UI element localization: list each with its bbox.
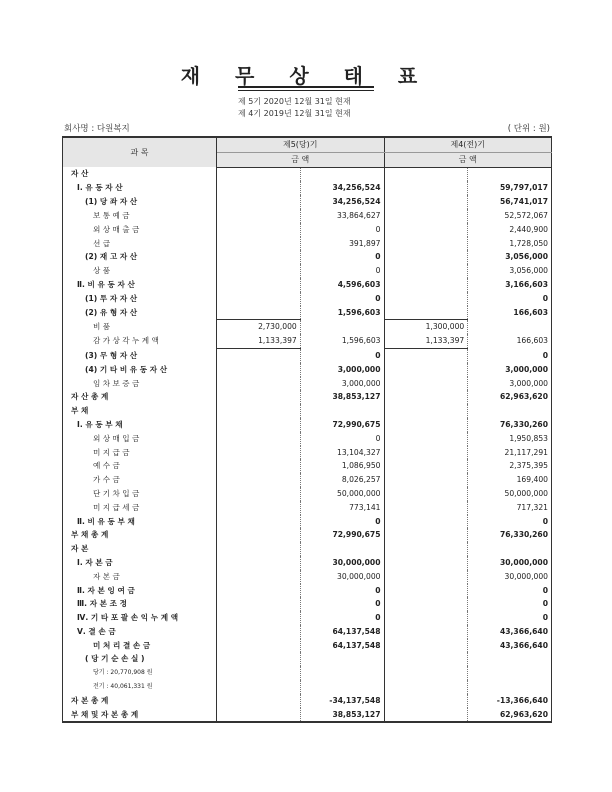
amount-cell: 예 수 금 bbox=[63, 459, 217, 473]
amount-cell: 1,950,853 bbox=[468, 432, 552, 446]
amount-cell bbox=[217, 625, 301, 639]
amount-cell bbox=[384, 181, 468, 195]
amount-cell bbox=[217, 306, 301, 320]
amount-cell bbox=[217, 209, 301, 223]
amount-cell: 169,400 bbox=[468, 473, 552, 487]
amount-cell: 1,728,050 bbox=[468, 237, 552, 251]
amount-cell: 30,000,000 bbox=[300, 556, 384, 570]
amount-cell: (2) 재 고 자 산 bbox=[63, 250, 217, 264]
table-row bbox=[63, 652, 552, 666]
amount-cell bbox=[217, 348, 301, 362]
table-row bbox=[63, 320, 552, 334]
amount-cell: 30,000,000 bbox=[468, 556, 552, 570]
amount-cell: 1,300,000 bbox=[384, 320, 468, 334]
amount-cell: 3,166,603 bbox=[468, 278, 552, 292]
amount-cell bbox=[384, 611, 468, 625]
amount-cell bbox=[468, 542, 552, 556]
amount-cell bbox=[217, 377, 301, 391]
amount-cell bbox=[217, 542, 301, 556]
amount-cell bbox=[217, 237, 301, 251]
table-row bbox=[63, 528, 552, 542]
amount-cell bbox=[217, 432, 301, 446]
amount-cell bbox=[384, 237, 468, 251]
amount-cell: 자 본 금 bbox=[63, 570, 217, 584]
amount-cell bbox=[300, 404, 384, 418]
balance-sheet-table bbox=[62, 136, 552, 723]
amount-cell: 3,000,000 bbox=[300, 377, 384, 391]
amount-cell bbox=[384, 625, 468, 639]
prior-period-header: 제4(전)기 bbox=[384, 137, 552, 152]
amount-cell: 비 품 bbox=[63, 320, 217, 334]
amount-cell bbox=[217, 501, 301, 515]
table-row bbox=[63, 181, 552, 195]
amount-cell bbox=[217, 639, 301, 653]
table-row bbox=[63, 556, 552, 570]
amount-cell: 59,797,017 bbox=[468, 181, 552, 195]
table-row bbox=[63, 446, 552, 460]
amount-cell: 3,056,000 bbox=[468, 264, 552, 278]
amount-cell: 감 가 상 각 누 계 액 bbox=[63, 334, 217, 348]
table-body bbox=[63, 167, 552, 722]
table-row bbox=[63, 680, 552, 694]
amount-cell: 0 bbox=[300, 250, 384, 264]
amount-cell: 64,137,548 bbox=[300, 625, 384, 639]
amount-cell: 0 bbox=[300, 432, 384, 446]
amount-cell bbox=[217, 390, 301, 404]
table-row bbox=[63, 250, 552, 264]
amount-cell: 0 bbox=[468, 611, 552, 625]
amount-cell: 773,141 bbox=[300, 501, 384, 515]
table-row bbox=[63, 666, 552, 680]
title-underline-thin bbox=[238, 90, 374, 91]
table-row bbox=[63, 237, 552, 251]
amount-cell: Ⅰ. 유 동 부 채 bbox=[63, 418, 217, 432]
amount-cell: 0 bbox=[468, 348, 552, 362]
amount-cell bbox=[300, 652, 384, 666]
amount-cell bbox=[384, 292, 468, 306]
amount-cell: Ⅱ. 비 유 동 자 산 bbox=[63, 278, 217, 292]
amount-cell bbox=[217, 570, 301, 584]
amount-cell: Ⅴ. 결 손 금 bbox=[63, 625, 217, 639]
amount-cell: 38,853,127 bbox=[300, 390, 384, 404]
amount-cell: 3,000,000 bbox=[468, 377, 552, 391]
table-row bbox=[63, 473, 552, 487]
amount-cell bbox=[217, 584, 301, 598]
amount-cell bbox=[217, 652, 301, 666]
amount-cell: 0 bbox=[300, 597, 384, 611]
amount-cell: 3,000,000 bbox=[300, 363, 384, 377]
amount-cell: 외 상 매 입 금 bbox=[63, 432, 217, 446]
table-row bbox=[63, 404, 552, 418]
amount-cell: 선 급 bbox=[63, 237, 217, 251]
amount-cell: 미 지 급 세 금 bbox=[63, 501, 217, 515]
amount-cell bbox=[217, 446, 301, 460]
amount-cell bbox=[468, 167, 552, 181]
amount-cell: 33,864,627 bbox=[300, 209, 384, 223]
amount-cell: 보 통 예 금 bbox=[63, 209, 217, 223]
amount-cell: 0 bbox=[300, 611, 384, 625]
amount-cell: 13,104,327 bbox=[300, 446, 384, 460]
amount-cell bbox=[217, 528, 301, 542]
amount-cell bbox=[217, 611, 301, 625]
amount-cell bbox=[384, 570, 468, 584]
amount-cell bbox=[384, 446, 468, 460]
amount-cell: 43,366,640 bbox=[468, 639, 552, 653]
amount-cell: 50,000,000 bbox=[468, 487, 552, 501]
table-row bbox=[63, 209, 552, 223]
amount-cell bbox=[217, 708, 301, 723]
amount-cell: Ⅱ. 자 본 잉 여 금 bbox=[63, 584, 217, 598]
amount-cell bbox=[384, 459, 468, 473]
amount-cell bbox=[468, 666, 552, 680]
amount-cell bbox=[217, 195, 301, 209]
amount-cell bbox=[217, 515, 301, 529]
amount-cell: (1) 투 자 자 산 bbox=[63, 292, 217, 306]
amount-cell: 상 품 bbox=[63, 264, 217, 278]
amount-cell bbox=[384, 348, 468, 362]
amount-cell: 21,117,291 bbox=[468, 446, 552, 460]
prior-amount-header: 금 액 bbox=[384, 152, 552, 167]
amount-cell: 64,137,548 bbox=[300, 639, 384, 653]
amount-cell: 34,256,524 bbox=[300, 181, 384, 195]
amount-cell: 0 bbox=[468, 597, 552, 611]
table-row bbox=[63, 501, 552, 515]
amount-cell bbox=[384, 708, 468, 723]
amount-cell bbox=[384, 639, 468, 653]
amount-cell bbox=[384, 501, 468, 515]
amount-cell: 34,256,524 bbox=[300, 195, 384, 209]
table-row bbox=[63, 390, 552, 404]
amount-cell: Ⅲ. 자 본 조 정 bbox=[63, 597, 217, 611]
period-prior: 제 4기 2019년 12월 31일 현재 bbox=[238, 109, 351, 118]
amount-cell bbox=[300, 666, 384, 680]
amount-cell bbox=[217, 167, 301, 181]
amount-cell bbox=[384, 694, 468, 708]
amount-cell bbox=[384, 363, 468, 377]
amount-cell: (1) 당 좌 자 산 bbox=[63, 195, 217, 209]
table-row bbox=[63, 542, 552, 556]
current-period-header: 제5(당)기 bbox=[217, 137, 385, 152]
amount-cell bbox=[217, 363, 301, 377]
table-row bbox=[63, 377, 552, 391]
table-row bbox=[63, 597, 552, 611]
amount-cell bbox=[384, 666, 468, 680]
amount-cell: 166,603 bbox=[468, 306, 552, 320]
amount-cell: 0 bbox=[468, 584, 552, 598]
amount-cell: 부 채 총 계 bbox=[63, 528, 217, 542]
amount-cell bbox=[384, 223, 468, 237]
amount-cell: 72,990,675 bbox=[300, 528, 384, 542]
amount-cell bbox=[384, 652, 468, 666]
amount-cell bbox=[384, 195, 468, 209]
amount-cell bbox=[300, 167, 384, 181]
account-header: 과 목 bbox=[63, 137, 217, 167]
amount-cell: 가 수 금 bbox=[63, 473, 217, 487]
amount-cell bbox=[384, 584, 468, 598]
amount-cell: 부 채 bbox=[63, 404, 217, 418]
table-row bbox=[63, 708, 552, 723]
amount-cell bbox=[384, 390, 468, 404]
amount-cell: 1,596,603 bbox=[300, 334, 384, 348]
current-amount-header: 금 액 bbox=[217, 152, 385, 167]
amount-cell: 62,963,620 bbox=[468, 708, 552, 723]
table-row bbox=[63, 264, 552, 278]
amount-cell: -13,366,640 bbox=[468, 694, 552, 708]
amount-cell bbox=[384, 542, 468, 556]
amount-cell: 8,026,257 bbox=[300, 473, 384, 487]
amount-cell bbox=[384, 597, 468, 611]
amount-cell: 외 상 매 출 금 bbox=[63, 223, 217, 237]
amount-cell: 0 bbox=[468, 515, 552, 529]
amount-cell: 미 지 급 금 bbox=[63, 446, 217, 460]
amount-cell: 2,730,000 bbox=[217, 320, 301, 334]
table-row bbox=[63, 306, 552, 320]
amount-cell: 자 본 총 계 bbox=[63, 694, 217, 708]
amount-cell: 1,596,603 bbox=[300, 306, 384, 320]
document-title: 재 무 상 태 표 bbox=[180, 64, 432, 88]
amount-cell: 0 bbox=[468, 292, 552, 306]
amount-cell bbox=[217, 694, 301, 708]
table-row bbox=[63, 348, 552, 362]
amount-cell: Ⅰ. 자 본 금 bbox=[63, 556, 217, 570]
amount-cell: (3) 무 형 자 산 bbox=[63, 348, 217, 362]
table-row bbox=[63, 584, 552, 598]
amount-cell bbox=[217, 250, 301, 264]
amount-cell: 166,603 bbox=[468, 334, 552, 348]
table-row bbox=[63, 625, 552, 639]
amount-cell: 43,366,640 bbox=[468, 625, 552, 639]
table-row bbox=[63, 515, 552, 529]
amount-cell bbox=[217, 223, 301, 237]
amount-cell: 391,897 bbox=[300, 237, 384, 251]
unit-label: ( 단위 : 원) bbox=[507, 124, 550, 134]
table-row bbox=[63, 334, 552, 348]
amount-cell: 자 본 bbox=[63, 542, 217, 556]
amount-cell bbox=[217, 418, 301, 432]
amount-cell: 1,133,397 bbox=[384, 334, 468, 348]
table-row bbox=[63, 694, 552, 708]
amount-cell bbox=[384, 556, 468, 570]
amount-cell: 0 bbox=[300, 223, 384, 237]
title-underline bbox=[238, 86, 374, 88]
amount-cell: 50,000,000 bbox=[300, 487, 384, 501]
amount-cell bbox=[217, 264, 301, 278]
amount-cell bbox=[384, 418, 468, 432]
amount-cell bbox=[217, 292, 301, 306]
amount-cell bbox=[384, 528, 468, 542]
table-row bbox=[63, 278, 552, 292]
amount-cell bbox=[300, 320, 384, 334]
table-row bbox=[63, 639, 552, 653]
amount-cell bbox=[217, 459, 301, 473]
amount-cell bbox=[384, 278, 468, 292]
amount-cell: 38,853,127 bbox=[300, 708, 384, 723]
amount-cell: 1,086,950 bbox=[300, 459, 384, 473]
amount-cell: Ⅰ. 유 동 자 산 bbox=[63, 181, 217, 195]
amount-cell: 52,572,067 bbox=[468, 209, 552, 223]
amount-cell bbox=[384, 487, 468, 501]
amount-cell: -34,137,548 bbox=[300, 694, 384, 708]
amount-cell bbox=[217, 556, 301, 570]
amount-cell: 62,963,620 bbox=[468, 390, 552, 404]
amount-cell: 0 bbox=[300, 264, 384, 278]
amount-cell: 임 차 보 증 금 bbox=[63, 377, 217, 391]
amount-cell: 76,330,260 bbox=[468, 528, 552, 542]
amount-cell bbox=[468, 404, 552, 418]
amount-cell bbox=[468, 652, 552, 666]
table-row bbox=[63, 459, 552, 473]
amount-cell bbox=[217, 404, 301, 418]
amount-cell: 0 bbox=[300, 348, 384, 362]
amount-cell: 전기 : 40,061,331 원 bbox=[63, 680, 217, 694]
amount-cell: ( 당 기 순 손 실 ) bbox=[63, 652, 217, 666]
table-row bbox=[63, 611, 552, 625]
amount-cell: 3,000,000 bbox=[468, 363, 552, 377]
table-row bbox=[63, 487, 552, 501]
amount-cell bbox=[468, 680, 552, 694]
amount-cell: 0 bbox=[300, 584, 384, 598]
amount-cell: 2,375,395 bbox=[468, 459, 552, 473]
amount-cell bbox=[300, 542, 384, 556]
table-row bbox=[63, 432, 552, 446]
amount-cell bbox=[384, 209, 468, 223]
amount-cell bbox=[384, 515, 468, 529]
table-row bbox=[63, 167, 552, 181]
amount-cell bbox=[217, 680, 301, 694]
amount-cell: (4) 기 타 비 유 동 자 산 bbox=[63, 363, 217, 377]
amount-cell bbox=[300, 680, 384, 694]
amount-cell bbox=[384, 264, 468, 278]
amount-cell: 단 기 차 입 금 bbox=[63, 487, 217, 501]
amount-cell: (2) 유 형 자 산 bbox=[63, 306, 217, 320]
table-row bbox=[63, 363, 552, 377]
amount-cell bbox=[384, 377, 468, 391]
amount-cell: 76,330,260 bbox=[468, 418, 552, 432]
amount-cell bbox=[384, 404, 468, 418]
table-row bbox=[63, 292, 552, 306]
table-row bbox=[63, 195, 552, 209]
amount-cell: 미 처 리 결 손 금 bbox=[63, 639, 217, 653]
amount-cell bbox=[217, 278, 301, 292]
amount-cell: 당기 : 20,770,908 원 bbox=[63, 666, 217, 680]
amount-cell bbox=[217, 666, 301, 680]
amount-cell: 717,321 bbox=[468, 501, 552, 515]
amount-cell: 0 bbox=[300, 292, 384, 306]
amount-cell: 1,133,397 bbox=[217, 334, 301, 348]
amount-cell bbox=[384, 167, 468, 181]
amount-cell: 72,990,675 bbox=[300, 418, 384, 432]
table-row bbox=[63, 418, 552, 432]
amount-cell: 자 산 bbox=[63, 167, 217, 181]
amount-cell: 2,440,900 bbox=[468, 223, 552, 237]
amount-cell: 3,056,000 bbox=[468, 250, 552, 264]
table-row bbox=[63, 223, 552, 237]
amount-cell: 자 산 총 계 bbox=[63, 390, 217, 404]
amount-cell: 0 bbox=[300, 515, 384, 529]
amount-cell bbox=[217, 487, 301, 501]
company-name: 회사명 : 다원복지 bbox=[64, 124, 130, 134]
amount-cell: Ⅳ. 기 타 포 괄 손 익 누 계 액 bbox=[63, 611, 217, 625]
amount-cell: 30,000,000 bbox=[468, 570, 552, 584]
amount-cell bbox=[217, 597, 301, 611]
amount-cell: 부 채 및 자 본 총 계 bbox=[63, 708, 217, 723]
amount-cell: 4,596,603 bbox=[300, 278, 384, 292]
table-row bbox=[63, 570, 552, 584]
amount-cell: 56,741,017 bbox=[468, 195, 552, 209]
amount-cell: 30,000,000 bbox=[300, 570, 384, 584]
amount-cell bbox=[384, 306, 468, 320]
amount-cell bbox=[384, 250, 468, 264]
amount-cell: Ⅱ. 비 유 동 부 채 bbox=[63, 515, 217, 529]
amount-cell bbox=[384, 680, 468, 694]
amount-cell bbox=[217, 181, 301, 195]
period-current: 제 5기 2020년 12월 31일 현재 bbox=[238, 97, 351, 106]
amount-cell bbox=[384, 432, 468, 446]
amount-cell bbox=[468, 320, 552, 334]
amount-cell bbox=[217, 473, 301, 487]
amount-cell bbox=[384, 473, 468, 487]
